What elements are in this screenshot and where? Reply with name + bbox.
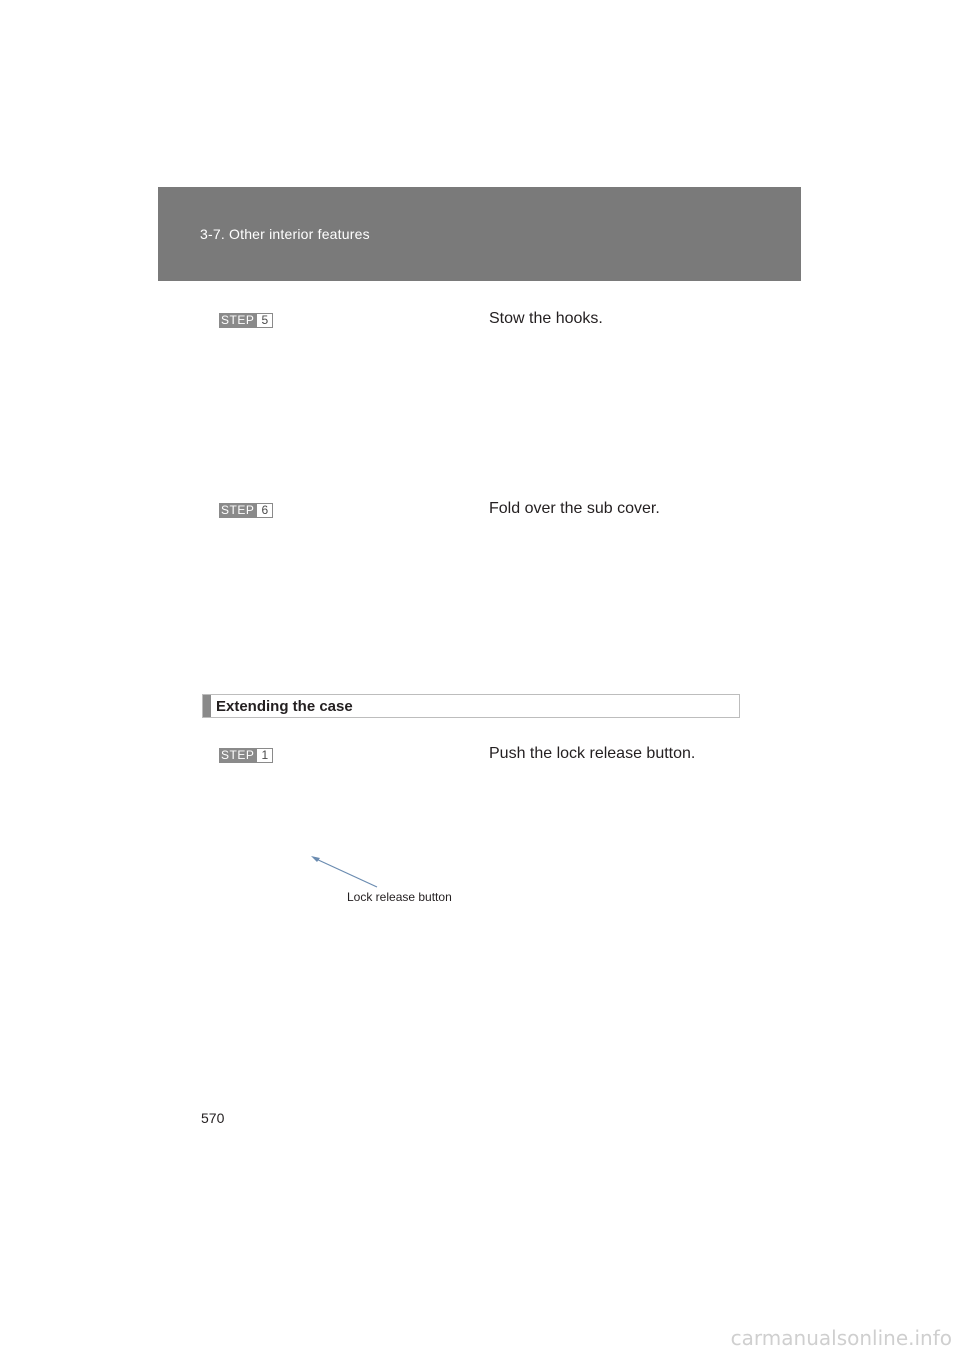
page-number: 570	[201, 1110, 225, 1126]
footer-site-link[interactable]: carmanualsonline.info	[730, 1326, 952, 1350]
step-word: STEP	[219, 503, 257, 518]
step-6-instruction: Fold over the sub cover.	[489, 500, 660, 517]
step-number: 5	[257, 313, 273, 328]
callout-arrow-icon	[300, 850, 390, 895]
step-number: 1	[257, 748, 273, 763]
subsection-heading	[202, 694, 740, 718]
step-badge-1	[219, 748, 273, 763]
subsection-title: Extending the case	[216, 697, 353, 715]
section-label: 3-7. Other interior features	[200, 226, 370, 242]
step-badge-5	[219, 313, 273, 328]
step-word: STEP	[219, 313, 257, 328]
callout-label: Lock release button	[347, 890, 452, 904]
step-badge-6	[219, 503, 273, 518]
header-band	[158, 187, 801, 281]
step-number: 6	[257, 503, 273, 518]
heading-accent	[203, 695, 211, 717]
step-5-instruction: Stow the hooks.	[489, 310, 603, 327]
step-word: STEP	[219, 748, 257, 763]
step-1-instruction: Push the lock release button.	[489, 745, 696, 762]
